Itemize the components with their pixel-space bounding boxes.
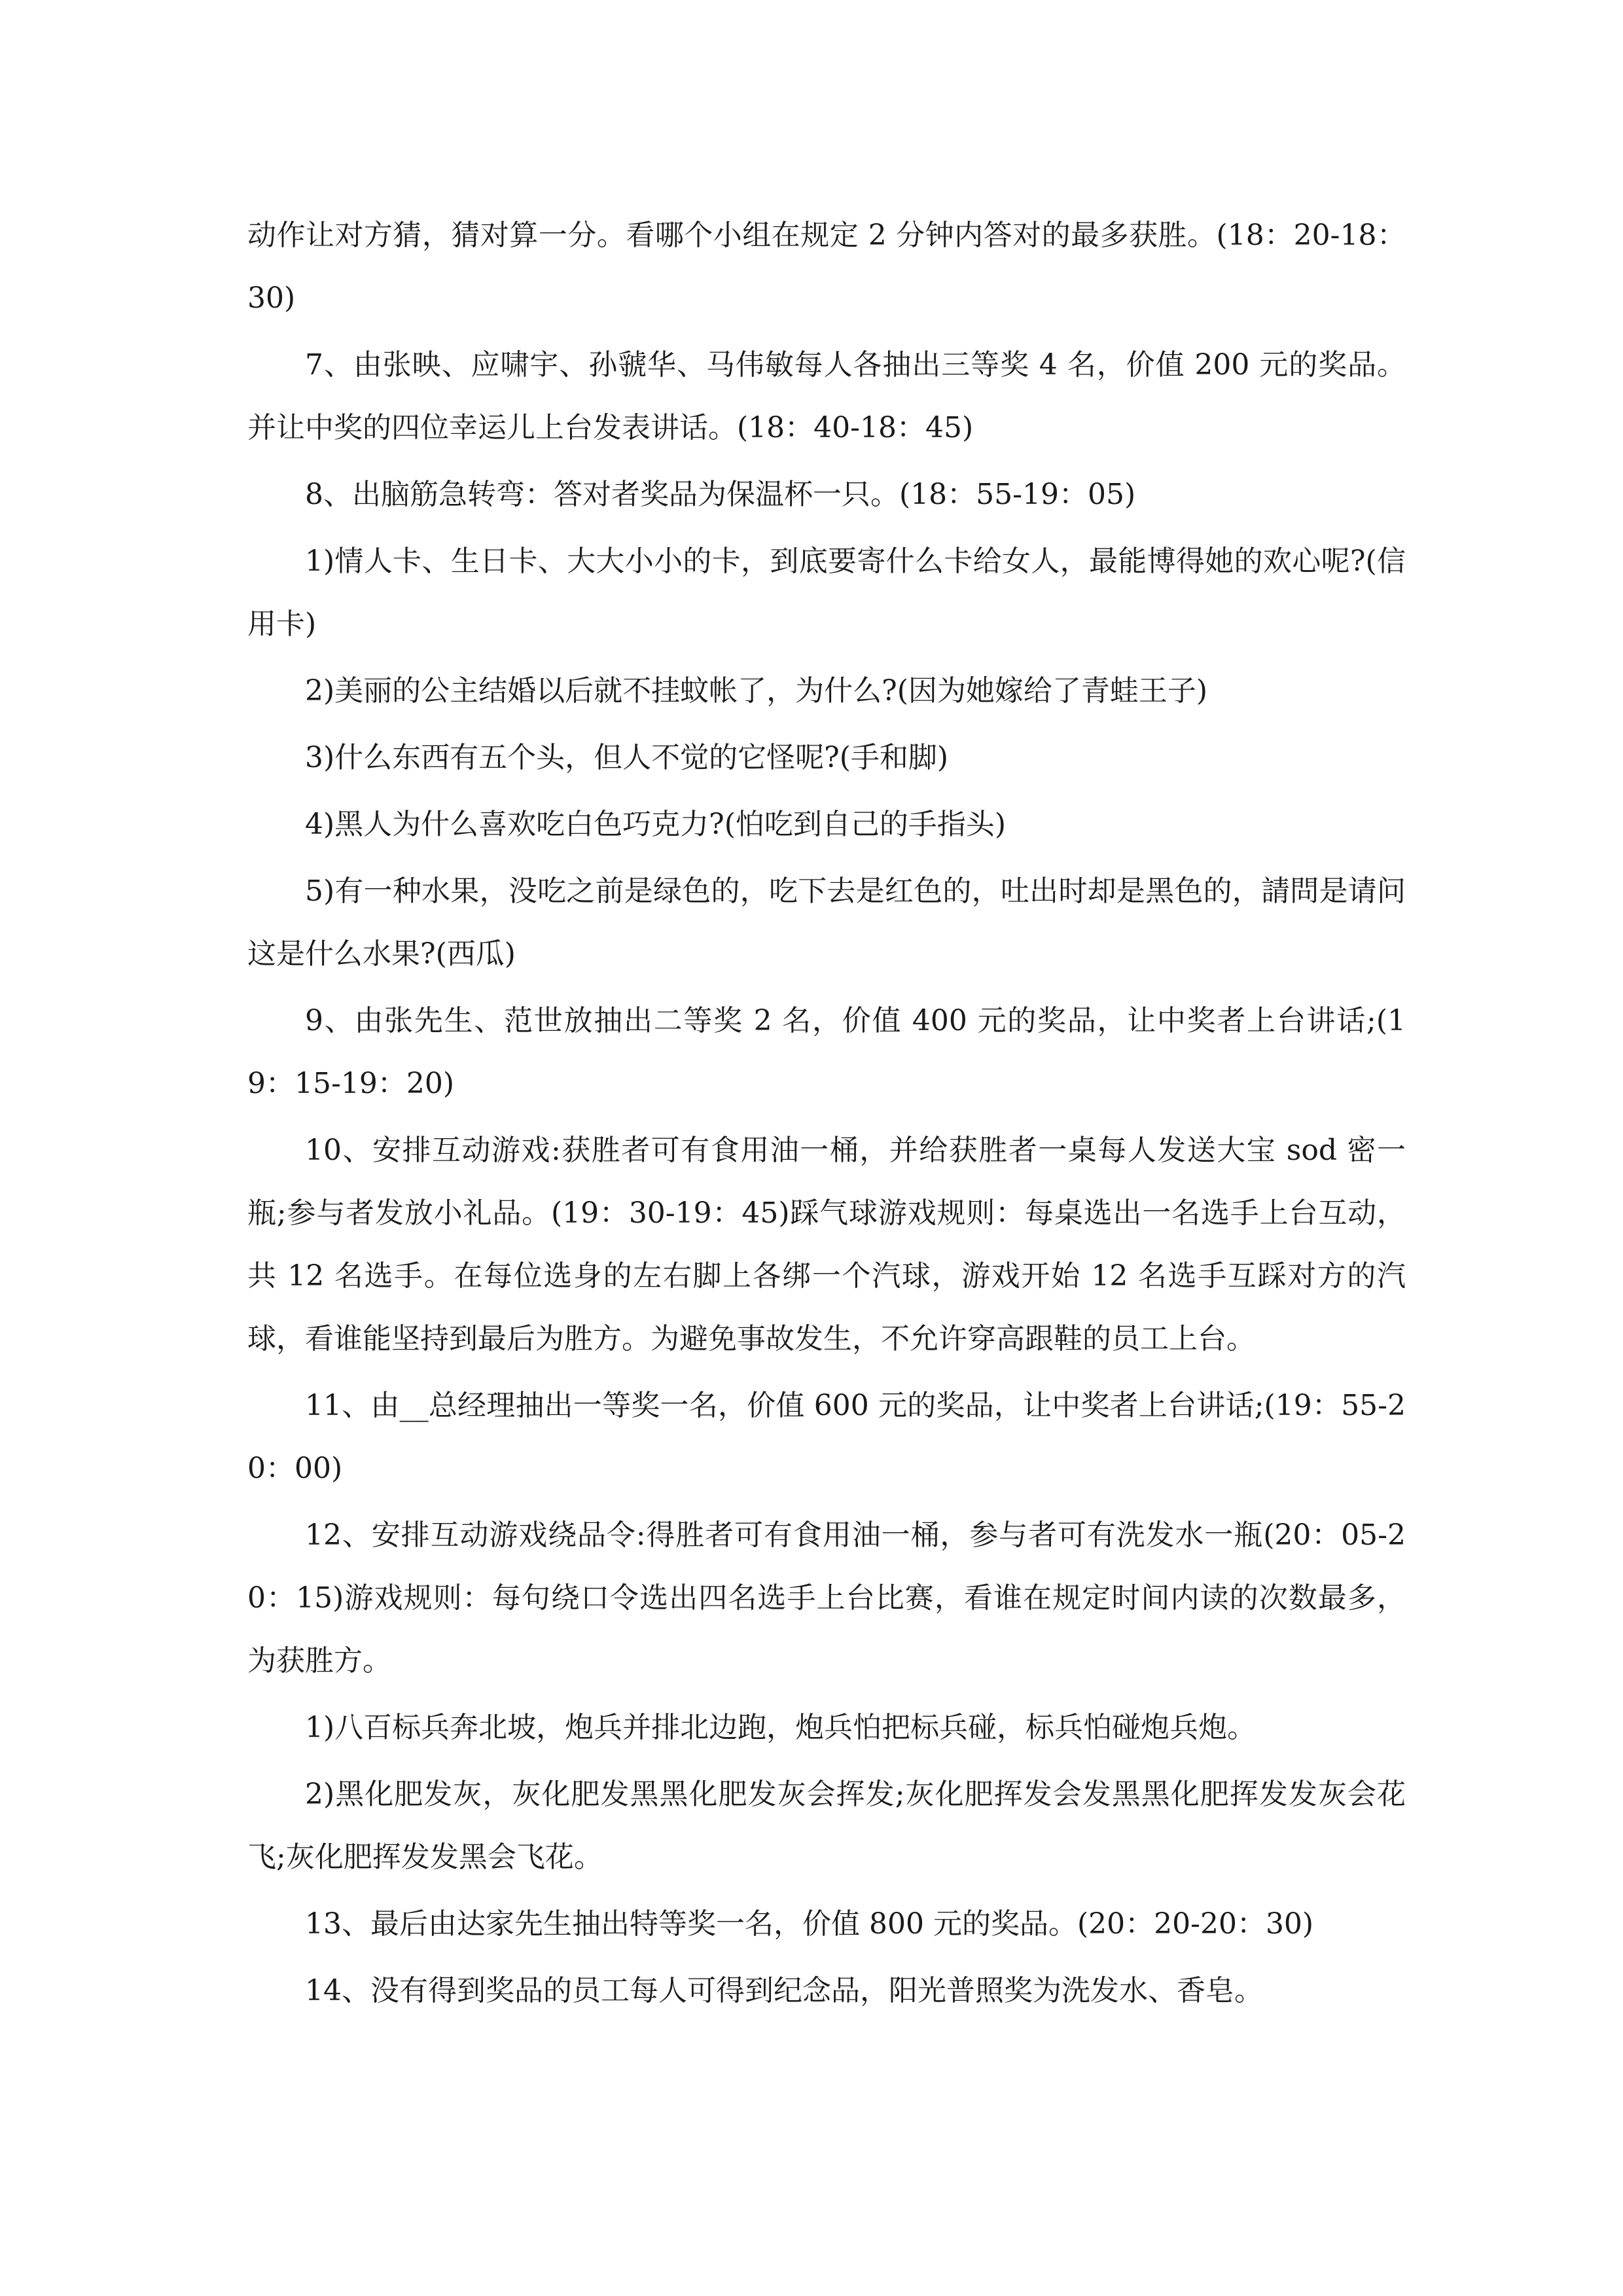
riddle-1: 1)情人卡、生日卡、大大小小的卡，到底要寄什么卡给女人，最能博得她的欢心呢?(信用卡) xyxy=(247,545,1406,641)
paragraph-item-11: 11、由__总经理抽出一等奖一名，价值 600 元的奖品，让中奖者上台讲话;(19：55-20：00) xyxy=(247,1389,1406,1485)
paragraph-continuation: 动作让对方猜，猜对算一分。看哪个小组在规定 2 分钟内答对的最多获胜。(18：20-18：30) xyxy=(247,219,1406,315)
riddle-4: 4)黑人为什么喜欢吃白色巧克力?(怕吃到自己的手指头) xyxy=(305,808,1007,841)
paragraph-item-14: 14、没有得到奖品的员工每人可得到纪念品，阳光普照奖为洗发水、香皂。 xyxy=(305,1974,1263,2007)
tongue-twister-2: 2)黑化肥发灰，灰化肥发黑黑化肥发灰会挥发;灰化肥挥发会发黑黑化肥挥发发灰会花飞;灰化肥挥发发黑会飞花。 xyxy=(247,1778,1406,1874)
paragraph-item-8: 8、出脑筋急转弯：答对者奖品为保温杯一只。(18：55-19：05) xyxy=(305,478,1136,511)
paragraph-item-12: 12、安排互动游戏绕品令:得胜者可有食用油一桶，参与者可有洗发水一瓶(20：05-20：15)游戏规则：每句绕口令选出四名选手上台比赛，看谁在规定时间内读的次数最多，为获胜方。 xyxy=(247,1518,1406,1677)
paragraph-item-9: 9、由张先生、范世放抽出二等奖 2 名，价值 400 元的奖品，让中奖者上台讲话;(19：15-19：20) xyxy=(247,1004,1406,1100)
paragraph-item-10: 10、安排互动游戏:获胜者可有食用油一桶，并给获胜者一桌每人发送大宝 sod 密一瓶;参与者发放小礼品。(19：30-19：45)踩气球游戏规则：每桌选出一名选手上台互动，共 12 名选手。在每位选身的左右脚上各绑一个汽球，游戏开始 12 名选手互踩对方的汽球，看谁能坚持到最后为胜方。为避免事故发生，不允许穿高跟鞋的员工上台。 xyxy=(247,1134,1406,1355)
paragraph-item-7: 7、由张映、应啸宇、孙虢华、马伟敏每人各抽出三等奖 4 名，价值 200 元的奖品。并让中奖的四位幸运儿上台发表讲话。(18：40-18：45) xyxy=(247,348,1406,444)
riddle-2: 2)美丽的公主结婚以后就不挂蚊帐了，为什么?(因为她嫁给了青蛙王子) xyxy=(305,674,1208,708)
document-body xyxy=(247,204,1406,2026)
riddle-5: 5)有一种水果，没吃之前是绿色的，吃下去是红色的，吐出时却是黑色的，請問是请问这是什么水果?(西瓜) xyxy=(247,874,1406,971)
riddle-3: 3)什么东西有五个头，但人不觉的它怪呢?(手和脚) xyxy=(305,741,949,774)
paragraph-item-13: 13、最后由达家先生抽出特等奖一名，价值 800 元的奖品。(20：20-20：30) xyxy=(305,1907,1314,1941)
tongue-twister-1: 1)八百标兵奔北坡，炮兵并排北边跑，炮兵怕把标兵碰，标兵怕碰炮兵炮。 xyxy=(305,1711,1257,1744)
